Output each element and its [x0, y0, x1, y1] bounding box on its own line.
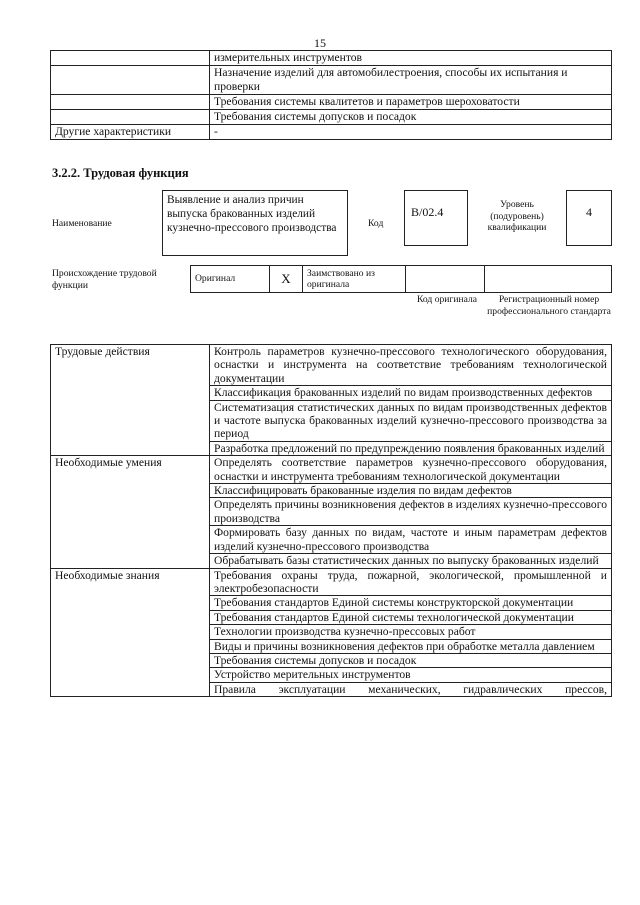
table-row	[51, 51, 612, 66]
main-table	[50, 344, 612, 697]
code-value: B/02.4	[411, 205, 444, 219]
level-label: Уровень (подуровень) квалификации	[487, 199, 547, 233]
table-cell-item: Требования системы допусков и посадок	[210, 653, 612, 667]
table-cell-group-label: Необходимые знания	[51, 568, 210, 697]
table-cell-value: измерительных инструментов	[210, 51, 612, 66]
table-cell-item: Устройство мерительных инструментов	[210, 668, 612, 682]
table-row	[51, 568, 612, 596]
table-cell-item: Определять причины возникновения дефектов в изделиях кузнечно-прессового производства	[210, 498, 612, 526]
table-cell-value: Требования системы допусков и посадок	[210, 110, 612, 125]
table-cell-item: Требования стандартов Единой системы технологической документации	[210, 610, 612, 624]
table-cell-item: Классификация бракованных изделий по видам производственных дефектов	[210, 386, 612, 400]
section-title: 3.2.2. Трудовая функция	[52, 166, 189, 180]
code-caption: Код оригинала	[416, 294, 478, 305]
table-cell-value: -	[210, 125, 612, 140]
table-cell-item: Требования охраны труда, пожарной, экологической, промышленной и электробезопасности	[210, 568, 612, 596]
page-number: 15	[314, 36, 326, 50]
table-cell-item: Обрабатывать базы статистических данных по выпуску бракованных изделий	[210, 554, 612, 568]
table-row	[51, 95, 612, 110]
code-box	[404, 190, 468, 246]
table-cell-item: Систематизация статистических данных по видам производственных дефектов и частоте выпуска бракованных изделий кузнечно-прессового производства за период	[210, 400, 612, 441]
borrowed-label: Заимствовано из оригинала	[307, 267, 375, 290]
registration-number-cell	[485, 266, 612, 293]
function-name-box	[162, 190, 348, 256]
table-cell-label	[51, 66, 210, 95]
table-cell-value: Назначение изделий для автомобилестроения, способы их испытания и проверки	[210, 66, 612, 95]
borrowed-label-cell	[303, 266, 406, 293]
registration-caption: Регистрационный номер профессионального стандарта	[487, 294, 611, 317]
table-cell-value: Требования системы квалитетов и параметров шероховатости	[210, 95, 612, 110]
table-cell-label	[51, 95, 210, 110]
table-cell-item: Виды и причины возникновения дефектов при обработке металла давлением	[210, 639, 612, 653]
table-row	[51, 66, 612, 95]
code-label: Код	[368, 218, 384, 229]
table-row	[51, 110, 612, 125]
table-row	[51, 345, 612, 386]
origin-label: Происхождение трудовой функции	[52, 268, 157, 291]
original-mark-cell	[270, 266, 303, 293]
table-cell-item: Разработка предложений по предупреждению появления бракованных изделий	[210, 441, 612, 455]
table-row	[191, 266, 612, 293]
origin-table	[190, 265, 612, 293]
table-cell-item: Формировать базу данных по видам, частоте и иным параметрам дефектов изделий кузнечно-прессового производства	[210, 526, 612, 554]
table-row	[51, 125, 612, 140]
page-bottom-margin	[0, 857, 640, 905]
table-cell-label: Другие характеристики	[51, 125, 210, 140]
table-row	[51, 456, 612, 484]
table-cell-group-label: Трудовые действия	[51, 345, 210, 456]
table-cell-item: Контроль параметров кузнечно-прессового технологического оборудования, оснастки и инструмента на соответствие требованиям технологической документации	[210, 345, 612, 386]
level-box	[566, 190, 612, 246]
table-cell-item: Правила эксплуатации механических, гидравлических прессов,	[210, 682, 612, 696]
original-code-cell	[406, 266, 485, 293]
table-cell-item: Классифицировать бракованные изделия по видам дефектов	[210, 484, 612, 498]
original-label: Оригинал	[195, 273, 236, 285]
top-table	[50, 50, 612, 140]
level-value: 4	[586, 205, 592, 219]
table-cell-item: Определять соответствие параметров кузнечно-прессового оборудования, оснастки и инструмента требованиям технологической документации	[210, 456, 612, 484]
table-cell-item: Требования стандартов Единой системы конструкторской документации	[210, 596, 612, 610]
function-name-value: Выявление и анализ причин выпуска бракованных изделий кузнечно-прессового производства	[167, 194, 337, 234]
table-cell-label	[51, 110, 210, 125]
table-cell-group-label: Необходимые умения	[51, 456, 210, 568]
table-cell-label	[51, 51, 210, 66]
name-label: Наименование	[52, 218, 112, 229]
original-mark: X	[281, 271, 291, 287]
original-label-cell	[191, 266, 270, 293]
table-cell-item: Технологии производства кузнечно-прессовых работ	[210, 625, 612, 639]
